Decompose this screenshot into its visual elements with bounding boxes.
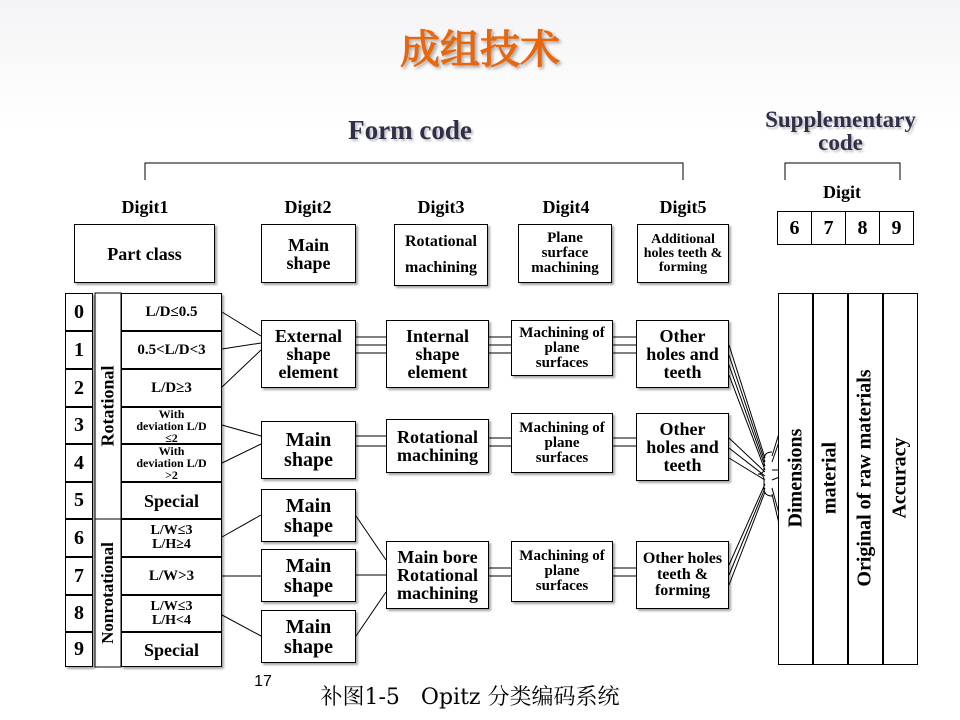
row-number-0: 0: [65, 293, 93, 331]
row-number-7: 7: [65, 557, 93, 595]
form-code-label: Form code: [348, 115, 472, 145]
row-number-8: 8: [65, 595, 93, 632]
plane-surface-header-box: Plane surface machining: [518, 224, 612, 283]
condition-1: 0.5<L/D<3: [121, 331, 222, 369]
digit3-rotational-machining-box: Rotational machining: [386, 419, 489, 473]
slide-title: 成组技术: [400, 27, 560, 73]
digit5-other-holes-box-1: Other holes and teeth: [636, 320, 729, 388]
digit2-label: Digit2: [284, 197, 332, 217]
digit4-plane-surfaces-box-3: Machining of plane surfaces: [511, 541, 613, 602]
digit3-internal-shape-box: Internal shape element: [386, 320, 489, 388]
digit2-main-shape-box-4: Main shape: [261, 610, 356, 663]
digit4-plane-surfaces-box-2: Machining of plane surfaces: [511, 413, 613, 473]
supp-label-accuracy: Accuracy: [888, 437, 911, 519]
page-number: 17: [254, 673, 272, 690]
supp-digit-8: 8: [845, 211, 880, 245]
row-number-3: 3: [65, 407, 93, 444]
condition-6: L/W≤3 L/H≥4: [121, 519, 222, 557]
digit4-label: Digit4: [542, 197, 590, 217]
supp-digit-label: Digit: [823, 182, 861, 202]
digit3-label: Digit3: [417, 197, 465, 217]
condition-3: With deviation L/D ≤2: [121, 407, 222, 444]
digit5-other-holes-box-2: Other holes and teeth: [636, 413, 729, 481]
condition-7: L/W>3: [121, 557, 222, 595]
digit5-label: Digit5: [659, 197, 707, 217]
digit2-main-shape-box-3: Main shape: [261, 549, 356, 602]
supp-digit-7: 7: [811, 211, 846, 245]
supp-label-dimensions: Dimensions: [784, 428, 807, 528]
digit5-other-holes-forming-box: Other holes teeth & forming: [636, 541, 729, 609]
digit3-main-bore-box: Main bore Rotational machining: [386, 541, 489, 609]
condition-8: L/W≤3 L/H<4: [121, 595, 222, 632]
row-number-4: 4: [65, 444, 93, 482]
digit2-main-shape-box-2: Main shape: [261, 489, 356, 542]
condition-4: With deviation L/D >2: [121, 444, 222, 482]
digit2-external-shape-box: External shape element: [261, 320, 356, 388]
group-nonrotational-label: Nonrotational: [98, 542, 117, 644]
digit2-main-shape-box-1: Main shape: [261, 421, 356, 479]
rotational-machining-header-box: Rotational machining: [394, 224, 488, 286]
condition-5: Special: [121, 482, 222, 519]
supp-label-material: material: [818, 441, 841, 515]
supplementary-code-label: Supplementary code: [765, 107, 916, 155]
digit4-plane-surfaces-box-1: Machining of plane surfaces: [511, 320, 613, 376]
condition-0: L/D≤0.5: [121, 293, 222, 331]
figure-caption: 补图1-5 Opitz 分类编码系统: [320, 685, 620, 710]
row-number-1: 1: [65, 331, 93, 369]
part-class-box: Part class: [74, 224, 215, 283]
digit1-label: Digit1: [121, 197, 169, 217]
row-number-9: 9: [65, 632, 93, 667]
group-rotational-label: Rotational: [97, 365, 118, 447]
condition-9: Special: [121, 632, 222, 667]
additional-holes-header-box: Additional holes teeth & forming: [637, 224, 729, 283]
row-number-2: 2: [65, 369, 93, 407]
condition-2: L/D≥3: [121, 369, 222, 407]
row-number-5: 5: [65, 482, 93, 519]
supp-label-raw-materials: Original of raw materials: [853, 369, 876, 587]
row-number-6: 6: [65, 519, 93, 557]
main-shape-header-box: Main shape: [261, 224, 356, 283]
supp-digit-6: 6: [777, 211, 812, 245]
supp-digit-9: 9: [879, 211, 914, 245]
